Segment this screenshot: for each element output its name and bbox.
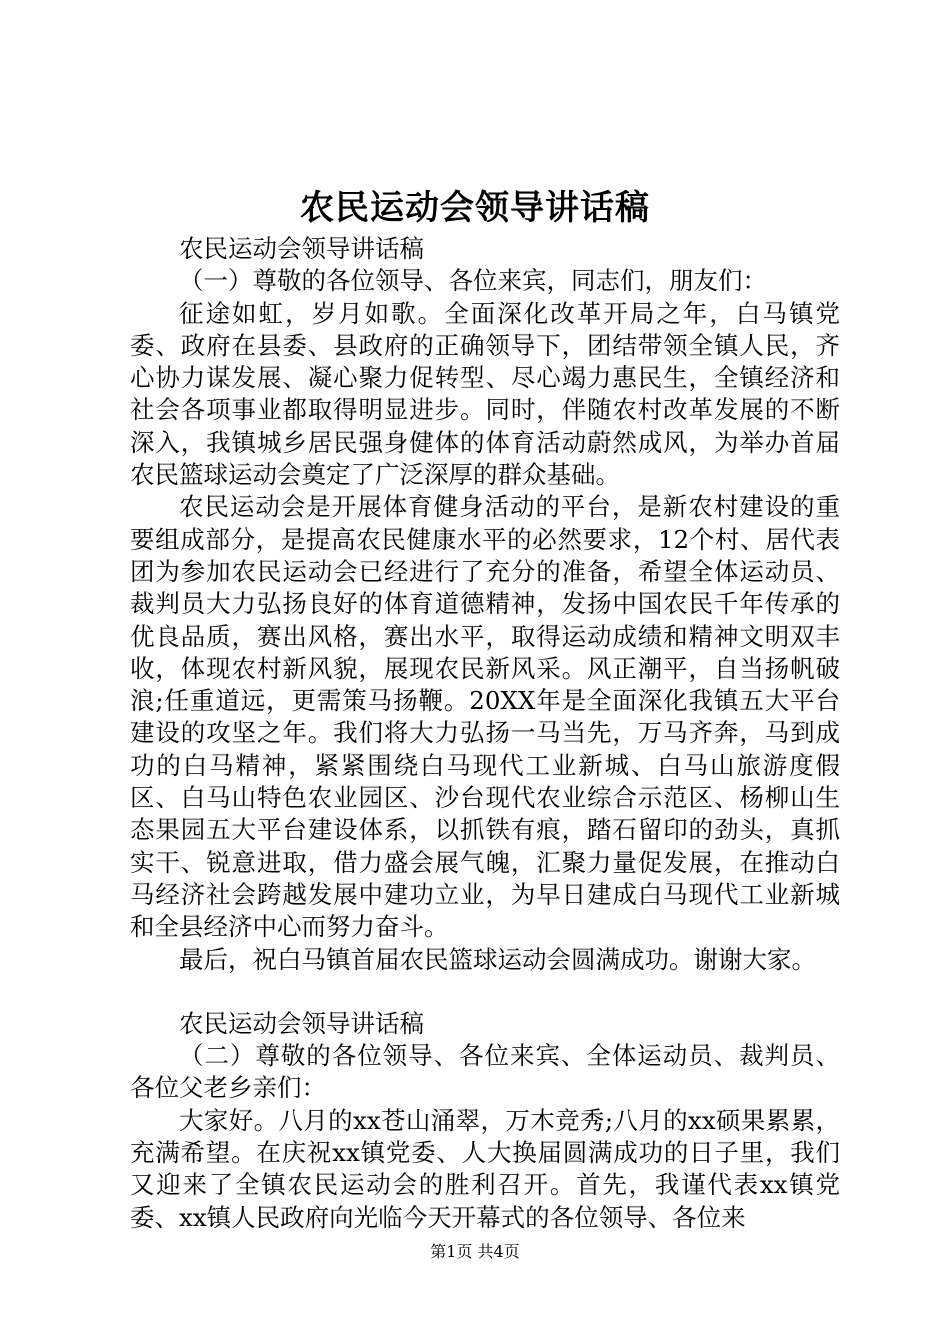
- section-heading: 农民运动会领导讲话稿: [179, 1008, 424, 1038]
- salutation: （二）尊敬的各位领导、各位来宾、全体运动员、裁判员、各位父老乡亲们：: [130, 1041, 840, 1103]
- document-title: 农民运动会领导讲话稿: [300, 188, 650, 228]
- closing-paragraph: 最后，祝白马镇首届农民篮球运动会圆满成功。谢谢大家。: [179, 944, 816, 974]
- body-paragraph: 农民运动会是开展体育健身活动的平台，是新农村建设的重要组成部分，是提高农民健康水平的必然要求，12个村、居代表团为参加农民运动会已经进行了充分的准备，希望全体运动员、裁判员大力弘扬良好的体育道德精神，发扬中国农民千年传承的优良品质，赛出风格，赛出水平，取得运动成绩和精神文明双丰收，体现农村新风貌，展现农民新风采。风正潮平，自当扬帆破浪;任重道远，更需策马扬鞭。20XX年是全面深化我镇五大平台建设的攻坚之年。我们将大力弘扬一马当先，万马齐奔，马到成功的白马精神，紧紧围绕白马现代工业新城、白马山旅游度假区、白马山特色农业园区、沙台现代农业综合示范区、杨柳山生态果园五大平台建设体系，以抓铁有痕，踏石留印的劲头，真抓实干、锐意进取，借力盛会展气魄，汇聚力量促发展，在推动白马经济社会跨越发展中建功立业，为早日建成白马现代工业新城和全县经济中心而努力奋斗。: [130, 492, 840, 942]
- document-body: [130, 233, 840, 1234]
- body-paragraph: 大家好。八月的xx苍山涌翠，万木竞秀;八月的xx硕果累累，充满希望。在庆祝xx镇党委、人大换届圆满成功的日子里，我们又迎来了全镇农民运动会的胜利召开。首先，我谨代表xx镇党委、xx镇人民政府向光临今天开幕式的各位领导、各位来: [130, 1105, 840, 1232]
- paragraph-spacer: [130, 976, 840, 1008]
- salutation: （一）尊敬的各位领导、各位来宾，同志们，朋友们：: [179, 266, 767, 296]
- page-footer: 第1页 共4页: [430, 1242, 520, 1261]
- body-paragraph: 征途如虹，岁月如歌。全面深化改革开局之年，白马镇党委、政府在县委、县政府的正确领导下，团结带领全镇人民，齐心协力谋发展、凝心聚力促转型、尽心竭力惠民生，全镇经济和社会各项事业都取得明显进步。同时，伴随农村改革发展的不断深入，我镇城乡居民强身健体的体育活动蔚然成风，为举办首届农民篮球运动会奠定了广泛深厚的群众基础。: [130, 298, 840, 490]
- section-heading: 农民运动会领导讲话稿: [179, 234, 424, 263]
